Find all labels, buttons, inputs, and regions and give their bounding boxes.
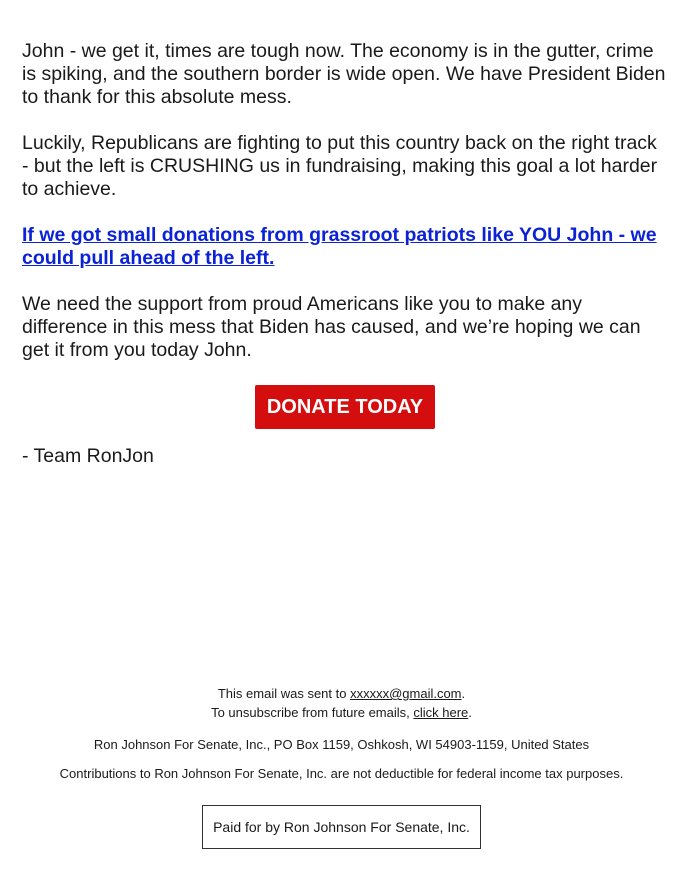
unsubscribe-line [0,703,683,722]
sent-to-suffix: . [461,686,466,701]
recipient-email-link[interactable]: xxxxxx@gmail.com [350,686,462,701]
donate-button-container [22,385,668,429]
email-footer [0,684,683,849]
unsubscribe-link[interactable]: click here [413,705,469,720]
intro-paragraph: John - we get it, times are tough now. The economy is in the gutter, crime is spiking, and the southern border is wide open. We have President Biden to thank for this absolute mess. [22,40,666,108]
unsubscribe-prefix: To unsubscribe from future emails, [211,705,414,720]
sent-to-line [0,684,683,703]
mailing-address: Ron Johnson For Senate, Inc., PO Box 1159, Oshkosh, WI 54903-1159, United States [93,737,590,752]
email-body [22,40,668,468]
support-paragraph: We need the support from proud Americans like you to make any difference in this mess that Biden has caused, and we’re hoping we can get it from you today John. [22,293,641,361]
donation-cta-link[interactable]: If we got small donations from grassroot patriots like YOU John - we could pull ahead of the left. [22,224,657,269]
paid-for-by-box: Paid for by Ron Johnson For Senate, Inc. [202,805,481,849]
donate-today-button[interactable]: DONATE TODAY [255,385,435,429]
tax-disclaimer: Contributions to Ron Johnson For Senate, Inc. are not deductible for federal income tax purposes. [59,766,624,781]
unsubscribe-suffix: . [468,705,472,720]
sent-to-prefix: This email was sent to [217,686,351,701]
fundraising-paragraph: Luckily, Republicans are fighting to put this country back on the right track - but the left is CRUSHING us in fundraising, making this goal a lot harder to achieve. [22,132,658,200]
signoff: - Team RonJon [22,445,154,467]
